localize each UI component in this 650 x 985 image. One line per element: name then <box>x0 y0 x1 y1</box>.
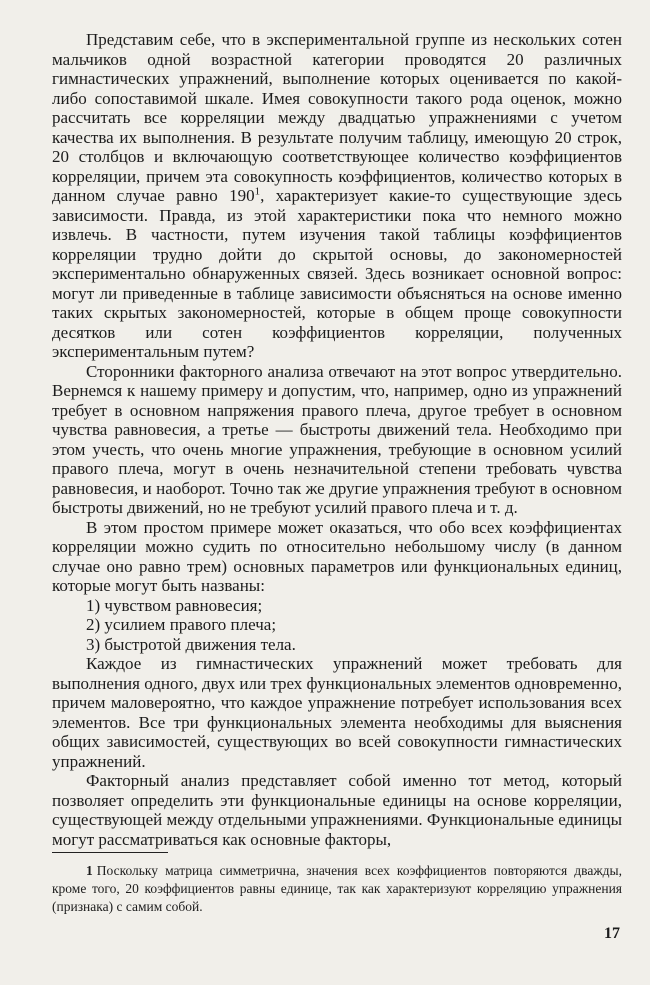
footnote-text: Поскольку матрица симметрична, значения всех коэффициентов повторяются дважды, кроме того, 20 коэффициентов равны единице, так как характеризуют корреляцию упражнения (признака) с самим собой. <box>52 863 622 914</box>
footnote <box>52 862 622 916</box>
paragraph-4: Каждое из гимнастических упражнений может требовать для выполнения одного, двух или трех функциональных элементов одновременно, причем маловероятно, что каждое упражнение потребует использования всех элементов. Все три функциональных элемента необходимы для выяснения общих зависимостей, существующих во всей совокупности гимнастических упражнений. <box>52 654 622 771</box>
list-item: 2) усилием правого плеча; <box>86 615 277 634</box>
paragraph-3: В этом простом примере может оказаться, что обо всех коэффициентах корреляции можно судить по относительно небольшому числу (в данном случае оно равно трем) основных параметров или функциональных единиц, которые могут быть названы: <box>52 517 622 595</box>
page-body <box>52 30 622 849</box>
footnote-reference[interactable]: 1 <box>254 185 261 198</box>
paragraph-1-text: Представим себе, что в экспериментальной группе из нескольких сотен мальчиков одной возрастной категории проводятся 20 различных гимнастических упражнений, выполнение которых оценивается по какой-либо сопоставимой шкале. Имея совокупности такого рода оценок, можно рассчитать все корреляции между двадцатью упражнениями с учетом качества их выполнения. В результате получим таблицу, имеющую 20 строк, 20 столбцов и включающую соответствующее количество коэффициентов корреляции, причем эта совокупность коэффициентов, количество которых в данном случае равно 190 <box>52 30 622 205</box>
paragraph-1 <box>52 30 622 362</box>
paragraph-1-text-continued: , характеризует какие-то существующие здесь зависимости. Правда, из этой характеристики пока что немного можно извлечь. В частности, путем изучения такой таблицы коэффициентов корреляции трудно дойти до скрытой основы, до закономерностей экспериментально обнаруженных связей. Здесь возникает основной вопрос: могут ли приведенные в таблице зависимости объясняться на основе именно таких скрытых закономерностей, которые в общем проще совокупности десятков или сотен коэффициентов корреляции, полученных экспериментальным путем? <box>52 186 622 361</box>
paragraph-2: Сторонники факторного анализа отвечают на этот вопрос утвердительно. Вернемся к нашему примеру и допустим, что, например, одно из упражнений требует в основном напряжения правого плеча, другое требует в основном чувства равновесия, а третье — быстроты движений тела. Необходимо при этом учесть, что очень многие упражнения, требующие в основном усилий правого плеча, могут в очень незначительной степени требовать чувства равновесия, и наоборот. Точно так же другие упражнения требуют в основном быстроты движений, но не требуют усилий правого плеча и т. д. <box>52 361 622 517</box>
factor-list <box>52 596 622 655</box>
paragraph-5: Факторный анализ представляет собой именно тот метод, который позволяет определить эти функциональные единицы на основе корреляции, существующей между отдельными упражнениями. Функциональные единицы могут рассматриваться как основные факторы, <box>52 771 622 849</box>
footnote-divider <box>52 852 168 853</box>
page-number: 17 <box>604 925 620 942</box>
list-item: 1) чувством равновесия; <box>86 595 263 615</box>
list-item: 3) быстротой движения тела. <box>86 634 296 654</box>
footnote-mark: 1 <box>86 863 93 878</box>
